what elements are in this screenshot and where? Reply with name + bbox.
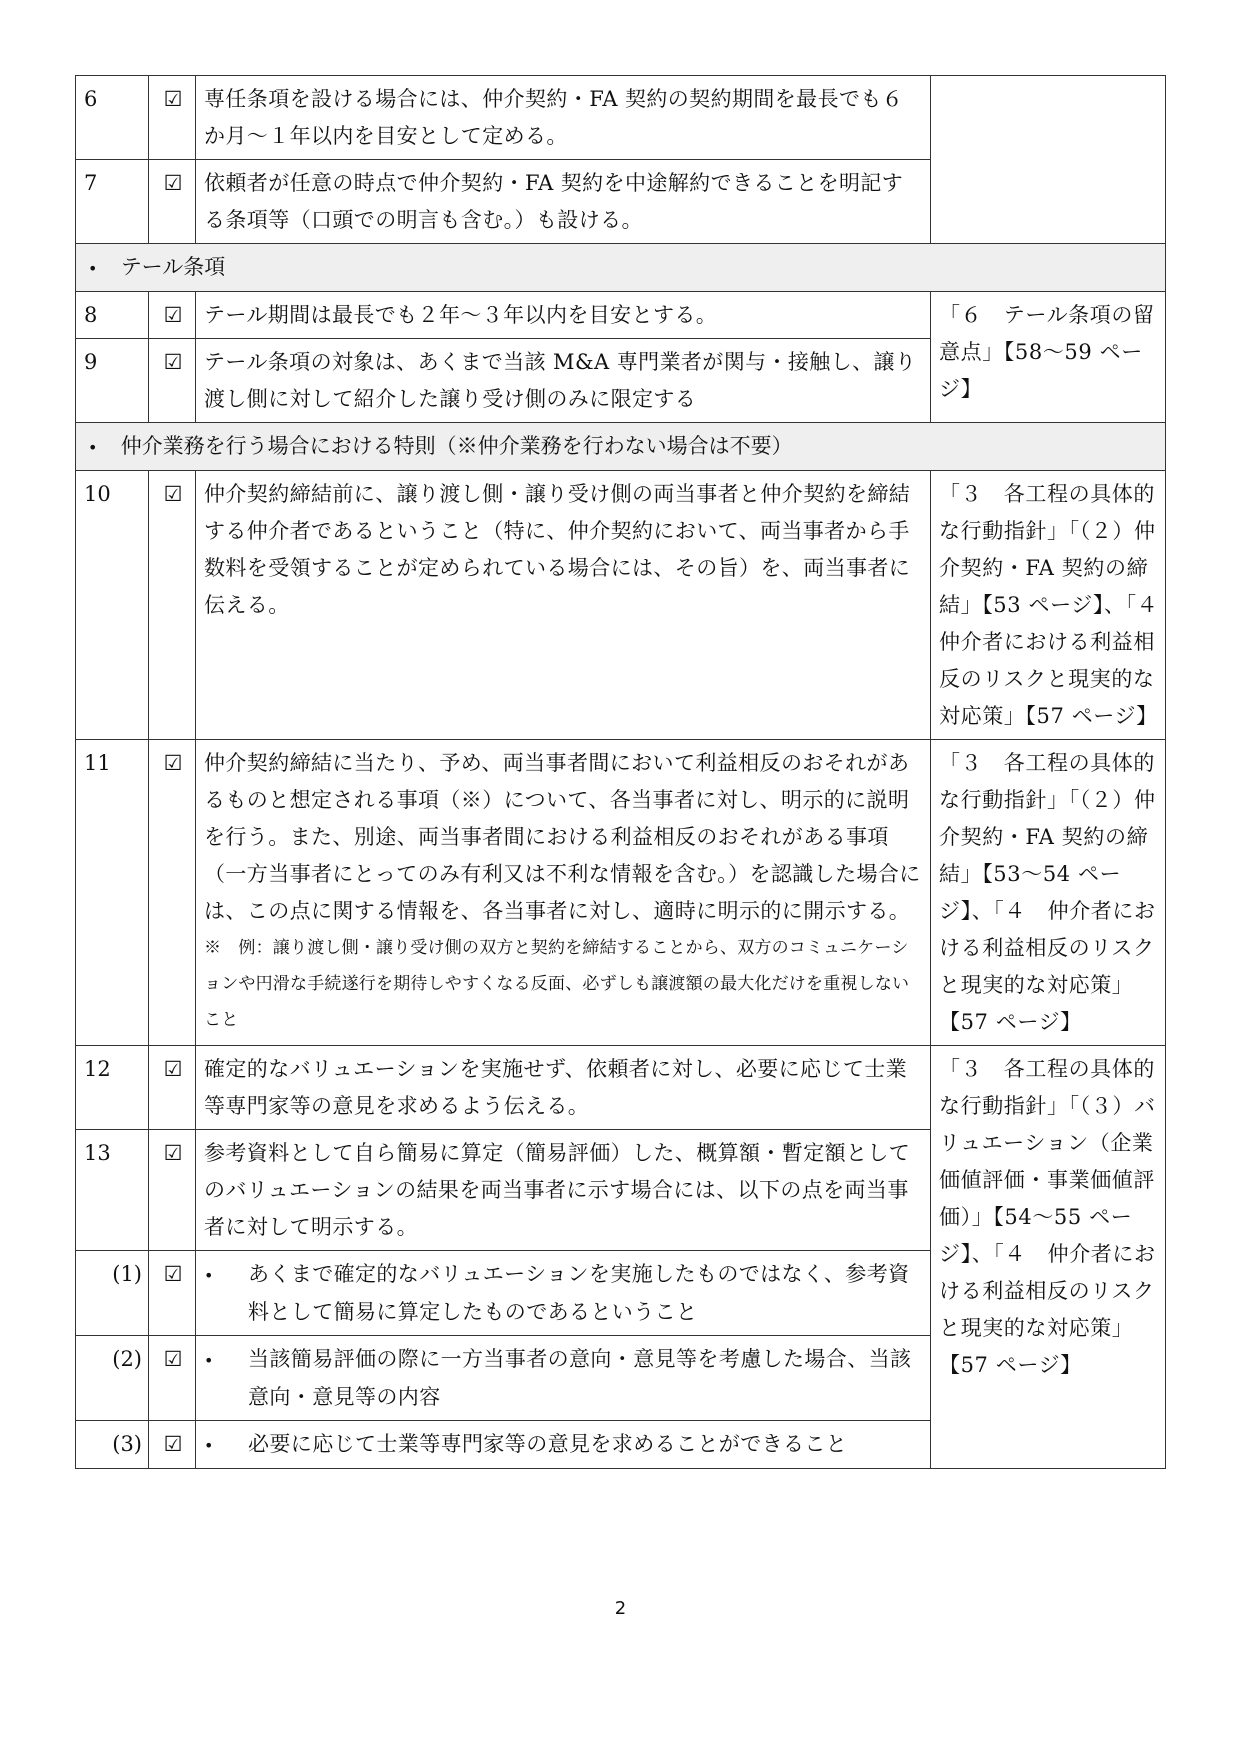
- checklist-table: [75, 75, 1180, 1469]
- table-row: [76, 292, 1166, 339]
- item-text: 確定的なバリュエーションを実施せず、依頼者に対し、必要に応じて士業等専門家等の意見を求めるよう伝える。: [196, 1046, 931, 1130]
- item-note: ※ 例：譲り渡し側・譲り受け側の双方と契約を締結することから、双方のコミュニケーションや円滑な手続遂行を期待しやすくなる反面、必ずしも譲渡額の最大化だけを重視しないこと: [204, 938, 910, 1030]
- section-title: 仲介業務を行う場合における特則（※仲介業務を行わない場合は不要）: [120, 434, 793, 458]
- row-number: 13: [76, 1130, 149, 1251]
- checkbox-checked[interactable]: ☑: [149, 1046, 196, 1130]
- item-text: 仲介契約締結に当たり、予め、両当事者間において利益相反のおそれがあるものと想定される事項（※）について、各当事者に対し、明示的に説明を行う。また、別途、両当事者間における利益相反のおそれがある事項（一方当事者にとってのみ有利又は不利な情報を含む。）を認識した場合には、この点に関する情報を、各当事者に対し、適時に明示的に開示する。: [204, 751, 921, 923]
- reference-cell: 「３ 各工程の具体的な行動指針」「（２）仲介契約・FA 契約の締結」【53～54 ページ】、「４ 仲介者における利益相反のリスクと現実的な対応策」【57 ページ】: [931, 740, 1166, 1046]
- table-row: [76, 1046, 1166, 1130]
- checkbox-checked[interactable]: ☑: [149, 339, 196, 423]
- row-number: 11: [76, 740, 149, 1046]
- item-text: 仲介契約締結前に、譲り渡し側・譲り受け側の両当事者と仲介契約を締結する仲介者であるということ（特に、仲介契約において、両当事者から手数料を受領することが定められている場合には、その旨）を、両当事者に伝える。: [196, 471, 931, 740]
- page-number: 2: [614, 1598, 627, 1619]
- row-number: 9: [76, 339, 149, 423]
- checkbox-checked[interactable]: ☑: [149, 1130, 196, 1251]
- table-row: [76, 740, 1166, 1046]
- bullet: •: [204, 1351, 214, 1370]
- item-text-cell: [196, 740, 931, 1046]
- checkbox-checked[interactable]: ☑: [149, 740, 196, 1046]
- item-text: 当該簡易評価の際に一方当事者の意向・意見等を考慮した場合、当該意向・意見等の内容: [248, 1347, 912, 1409]
- section-header: [76, 244, 1166, 292]
- checkbox-checked[interactable]: ☑: [149, 1421, 196, 1469]
- table-row: [76, 471, 1166, 740]
- bullet: •: [88, 438, 98, 457]
- checkbox-checked[interactable]: ☑: [149, 76, 196, 160]
- reference-cell: 「３ 各工程の具体的な行動指針」「（２）仲介契約・FA 契約の締結」【53 ページ】、「４ 仲介者における利益相反のリスクと現実的な対応策」【57 ページ】: [931, 471, 1166, 740]
- row-number: 10: [76, 471, 149, 740]
- section-header-row: [76, 244, 1166, 292]
- table-row: [76, 76, 1166, 160]
- section-title: テール条項: [120, 255, 226, 279]
- item-text: 依頼者が任意の時点で仲介契約・FA 契約を中途解約できることを明記する条項等（口頭での明言も含む。）も設ける。: [196, 160, 931, 244]
- sub-row-number: (3): [76, 1421, 149, 1469]
- item-text: あくまで確定的なバリュエーションを実施したものではなく、参考資料として簡易に算定したものであるということ: [248, 1262, 910, 1324]
- checkbox-checked[interactable]: ☑: [149, 1336, 196, 1421]
- item-text-cell: [196, 1336, 931, 1421]
- item-text-cell: [196, 1251, 931, 1336]
- reference-cell: 「６ テール条項の留意点」【58～59 ページ】: [931, 292, 1166, 423]
- reference-cell: 「３ 各工程の具体的な行動指針」「（３）バリュエーション（企業価値評価・事業価値評価）」【54～55 ページ】、「４ 仲介者における利益相反のリスクと現実的な対応策」【57 ページ】: [931, 1046, 1166, 1469]
- checkbox-checked[interactable]: ☑: [149, 471, 196, 740]
- sub-row-number: (1): [76, 1251, 149, 1336]
- bullet: •: [204, 1266, 214, 1285]
- row-number: 12: [76, 1046, 149, 1130]
- item-text: 参考資料として自ら簡易に算定（簡易評価）した、概算額・暫定額としてのバリュエーションの結果を両当事者に示す場合には、以下の点を両当事者に対して明示する。: [196, 1130, 931, 1251]
- bullet: •: [204, 1436, 214, 1455]
- section-header-row: [76, 423, 1166, 471]
- row-number: 8: [76, 292, 149, 339]
- bullet: •: [88, 259, 98, 278]
- item-text: テール期間は最長でも２年～３年以内を目安とする。: [196, 292, 931, 339]
- checkbox-checked[interactable]: ☑: [149, 1251, 196, 1336]
- sub-row-number: (2): [76, 1336, 149, 1421]
- reference-cell: [931, 76, 1166, 244]
- section-header: [76, 423, 1166, 471]
- checkbox-checked[interactable]: ☑: [149, 160, 196, 244]
- row-number: 7: [76, 160, 149, 244]
- item-text-cell: [196, 1421, 931, 1469]
- item-text: 専任条項を設ける場合には、仲介契約・FA 契約の契約期間を最長でも６か月～１年以内を目安として定める。: [196, 76, 931, 160]
- checkbox-checked[interactable]: ☑: [149, 292, 196, 339]
- row-number: 6: [76, 76, 149, 160]
- item-text: テール条項の対象は、あくまで当該 M&A 専門業者が関与・接触し、譲り渡し側に対して紹介した譲り受け側のみに限定する: [196, 339, 931, 423]
- item-text: 必要に応じて士業等専門家等の意見を求めることができること: [248, 1432, 848, 1456]
